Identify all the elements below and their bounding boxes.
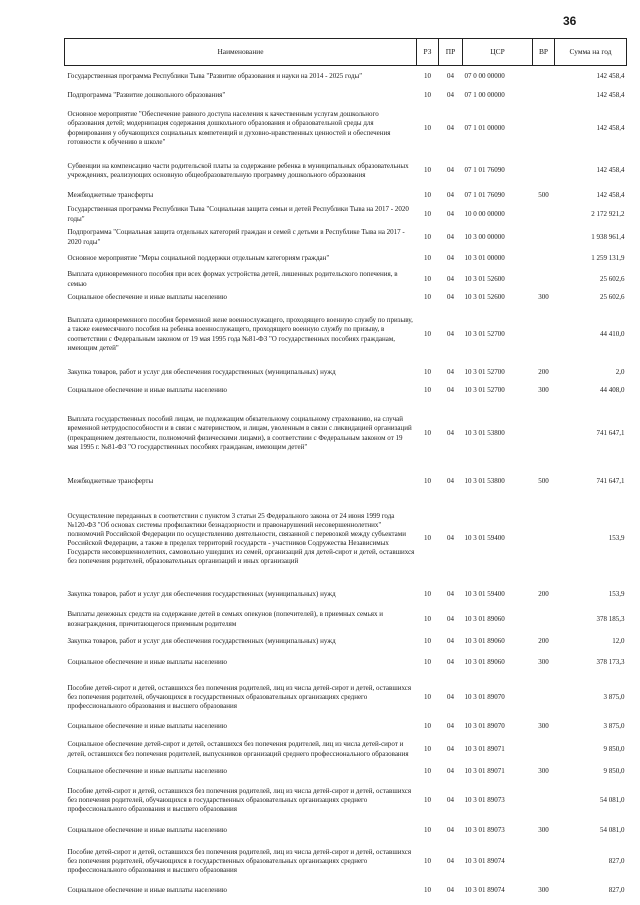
row-rz: 10 (424, 795, 431, 804)
row-csr: 10 3 01 52600 (464, 274, 505, 283)
table-row (65, 306, 627, 364)
row-csr: 10 3 01 89070 (464, 722, 505, 731)
table-row (65, 399, 627, 469)
row-csr: 07 0 00 00000 (464, 72, 505, 81)
row-pr: 04 (447, 886, 454, 895)
row-rz: 10 (424, 191, 431, 200)
row-pr: 04 (447, 658, 454, 667)
row-name: Государственная программа Республики Тыва "Развитие образования и науки на 2014 - 2025 годы" (67, 72, 363, 81)
row-csr: 10 3 01 52700 (464, 329, 505, 338)
row-name: Пособие детей-сирот и детей, оставшихся без попечения родителей, лиц из числа детей-сирот и детей, оставшихся без попечения родителей, обучающихся в государственных образовательных организациях среднего профессионального образования и высшего образования (67, 847, 412, 875)
row-csr: 10 3 01 89071 (464, 744, 505, 753)
row-rz: 10 (424, 232, 431, 241)
row-name: Основное мероприятие "Меры социальной поддержки отдельным категориям граждан" (67, 254, 330, 263)
table-row (65, 606, 627, 634)
row-vr (533, 399, 555, 469)
row-vr: 200 (538, 636, 549, 645)
row-pr: 04 (447, 589, 454, 598)
row-pr: 04 (447, 826, 454, 835)
row-sum: 25 602,6 (600, 293, 625, 302)
column-header-csr: ЦСР (463, 39, 533, 66)
row-vr: 300 (538, 293, 549, 302)
table-row (65, 650, 627, 677)
row-vr (533, 841, 555, 883)
row-csr: 10 3 01 89073 (464, 795, 505, 804)
row-name: Подпрограмма "Социальная защита отдельных категорий граждан и семей с детьми в Республике Тыва на 2017 - 2020 годы" (67, 228, 405, 246)
row-csr: 10 3 01 59400 (464, 589, 505, 598)
row-sum: 9 850,0 (603, 744, 625, 753)
row-name: Закупка товаров, работ и услуг для обеспечения государственных (муниципальных) нужд (67, 368, 336, 377)
row-name: Подпрограмма "Развитие дошкольного образования" (67, 90, 226, 99)
row-csr: 10 3 01 52700 (464, 385, 505, 394)
table-body (65, 66, 627, 900)
row-sum: 3 875,0 (603, 692, 625, 701)
row-pr: 04 (447, 722, 454, 731)
row-name: Закупка товаров, работ и услуг для обеспечения государственных (муниципальных) нужд (67, 636, 336, 645)
row-vr (533, 154, 555, 189)
row-rz: 10 (424, 589, 431, 598)
row-name: Социальное обеспечение и иные выплаты населению (67, 293, 227, 302)
row-csr: 10 3 01 89060 (464, 614, 505, 623)
row-csr: 10 3 01 53800 (464, 476, 505, 485)
row-csr: 07 1 01 76090 (464, 166, 505, 175)
row-name: Межбюджетные трансферты (67, 476, 154, 485)
table-row (65, 584, 627, 606)
row-rz: 10 (424, 636, 431, 645)
table-row (65, 841, 627, 883)
row-csr: 10 3 01 89073 (464, 826, 505, 835)
row-vr (533, 606, 555, 634)
table-row (65, 495, 627, 584)
row-csr: 10 3 01 53800 (464, 428, 505, 437)
row-csr: 10 0 00 00000 (464, 209, 505, 218)
table-row (65, 677, 627, 719)
row-vr: 500 (538, 191, 549, 200)
row-pr: 04 (447, 428, 454, 437)
table-row (65, 269, 627, 291)
row-name: Выплата государственных пособий лицам, не подлежащим обязательному социальному страхованию, на случай временной нетрудоспособности и в связи с материнством, и лицам, уволенным в связи с ликвидацией организаций (прекращением деятельности, полномочий физическими лицами), в соответствии с Федеральным законом от 19 мая 1995 г. №81-ФЗ "О государственных пособиях гражданам, имеющим детей" (67, 415, 412, 451)
row-rz: 10 (424, 90, 431, 99)
row-vr (533, 269, 555, 291)
row-sum: 54 081,0 (600, 795, 625, 804)
table-row (65, 780, 627, 822)
row-rz: 10 (424, 123, 431, 132)
row-vr: 500 (538, 476, 549, 485)
row-pr: 04 (447, 614, 454, 623)
table-row (65, 469, 627, 495)
row-vr (533, 204, 555, 226)
row-sum: 142 458,4 (596, 90, 625, 99)
row-csr: 10 3 01 59400 (464, 534, 505, 543)
row-vr (533, 736, 555, 764)
table-row (65, 204, 627, 226)
row-name: Пособие детей-сирот и детей, оставшихся без попечения родителей, лиц из числа детей-сирот и детей, оставшихся без попечения родителей, обучающихся в государственных образовательных организациях среднего профессионального образования и высшего образования (67, 786, 412, 814)
row-name: Закупка товаров, работ и услуг для обеспечения государственных (муниципальных) нужд (67, 589, 336, 598)
row-name: Социальное обеспечение и иные выплаты населению (67, 766, 227, 775)
row-rz: 10 (424, 722, 431, 731)
row-name: Социальное обеспечение и иные выплаты населению (67, 658, 227, 667)
row-pr: 04 (447, 744, 454, 753)
row-name: Межбюджетные трансферты (67, 191, 154, 200)
row-vr (533, 780, 555, 822)
row-pr: 04 (447, 385, 454, 394)
row-vr: 200 (538, 368, 549, 377)
row-rz: 10 (424, 614, 431, 623)
table-row (65, 364, 627, 383)
row-sum: 142 458,4 (596, 72, 625, 81)
row-pr: 04 (447, 329, 454, 338)
row-csr: 07 1 01 76090 (464, 191, 505, 200)
column-header-sum: Сумма на год (555, 39, 627, 66)
row-sum: 827,0 (608, 856, 625, 865)
row-vr (533, 250, 555, 269)
row-vr: 300 (538, 658, 549, 667)
row-rz: 10 (424, 254, 431, 263)
row-rz: 10 (424, 826, 431, 835)
row-vr (533, 495, 555, 584)
row-vr: 300 (538, 826, 549, 835)
row-rz: 10 (424, 428, 431, 437)
row-rz: 10 (424, 385, 431, 394)
row-rz: 10 (424, 856, 431, 865)
row-csr: 07 1 00 00000 (464, 90, 505, 99)
row-name: Выплаты денежных средств на содержание детей в семьях опекунов (попечителей), в приемных семьях и вознаграждения, причитающегося приемным родителям (67, 610, 383, 628)
row-name: Выплата единовременного пособия при всех формах устройства детей, лишенных родительского попечения, в семью (67, 270, 398, 288)
row-sum: 142 458,4 (596, 191, 625, 200)
row-name: Осуществление переданных в соответствии с пунктом 3 статьи 25 Федерального закона от 24 июня 1999 года №120-ФЗ "Об основах системы профилактики безнадзорности и правонарушений несовершеннолетних" полномочий Российской Федерации по осуществлению деятельности, связанной с перевозкой между субъектами Российской Федерации, а также в пределах территорий государств - участников Содружества Независимых Государств несовершеннолетних, самовольно ушедших из семей, организаций для детей-сирот и детей, оставшихся без попечения родителей, образовательных организаций и иных организаций (67, 511, 415, 566)
row-rz: 10 (424, 534, 431, 543)
table-row (65, 383, 627, 399)
row-vr (533, 226, 555, 250)
row-csr: 10 3 01 89074 (464, 856, 505, 865)
table-row (65, 291, 627, 306)
row-sum: 741 647,1 (596, 428, 625, 437)
row-pr: 04 (447, 692, 454, 701)
row-pr: 04 (447, 476, 454, 485)
row-csr: 10 3 01 89070 (464, 692, 505, 701)
row-sum: 741 647,1 (596, 476, 625, 485)
row-sum: 25 602,6 (600, 274, 625, 283)
row-name: Социальное обеспечение и иные выплаты населению (67, 886, 227, 895)
row-name: Выплата единовременного пособия беременной жене военнослужащего, проходящего военную службу по призыву, а также ежемесячного пособия на ребенка военнослужащего, проходящего военную службу по призыву, в соответствии с Федеральным законом от 19 мая 1995 года №81-ФЗ "О государственных пособиях гражданам, имеющим детей" (67, 316, 413, 352)
row-sum: 1 259 131,9 (591, 254, 625, 263)
row-rz: 10 (424, 744, 431, 753)
row-csr: 10 3 01 52600 (464, 293, 505, 302)
row-csr: 10 3 00 00000 (464, 232, 505, 241)
row-rz: 10 (424, 886, 431, 895)
row-sum: 142 458,4 (596, 166, 625, 175)
row-rz: 10 (424, 209, 431, 218)
row-vr (533, 306, 555, 364)
row-name: Социальное обеспечение и иные выплаты населению (67, 722, 227, 731)
table-row (65, 883, 627, 900)
row-csr: 10 3 01 89060 (464, 658, 505, 667)
column-header-name: Наименование (65, 39, 417, 66)
row-sum: 2,0 (615, 368, 625, 377)
row-csr: 10 3 01 00000 (464, 254, 505, 263)
row-sum: 12,0 (612, 636, 625, 645)
row-csr: 10 3 01 89071 (464, 766, 505, 775)
row-sum: 1 938 961,4 (591, 232, 625, 241)
row-rz: 10 (424, 766, 431, 775)
row-vr: 300 (538, 766, 549, 775)
table-row (65, 736, 627, 764)
row-rz: 10 (424, 476, 431, 485)
row-csr: 07 1 01 00000 (464, 123, 505, 132)
row-sum: 54 081,0 (600, 826, 625, 835)
budget-table (64, 38, 627, 900)
row-sum: 142 458,4 (596, 123, 625, 132)
row-vr: 300 (538, 722, 549, 731)
row-rz: 10 (424, 329, 431, 338)
row-vr (533, 88, 555, 104)
row-pr: 04 (447, 274, 454, 283)
table-row (65, 634, 627, 650)
row-vr: 300 (538, 385, 549, 394)
table-row (65, 154, 627, 189)
row-csr: 10 3 01 89060 (464, 636, 505, 645)
row-vr (533, 66, 555, 88)
row-pr: 04 (447, 856, 454, 865)
row-sum: 3 875,0 (603, 722, 625, 731)
row-pr: 04 (447, 293, 454, 302)
row-name: Социальное обеспечение и иные выплаты населению (67, 385, 227, 394)
table-row (65, 66, 627, 88)
row-rz: 10 (424, 658, 431, 667)
table-header-row (65, 39, 627, 66)
row-pr: 04 (447, 209, 454, 218)
column-header-rz: РЗ (417, 39, 439, 66)
row-name: Пособие детей-сирот и детей, оставшихся без попечения родителей, лиц из числа детей-сирот и детей, оставшихся без попечения родителей, обучающихся в государственных образовательных организациях среднего профессионального образования и высшего образования (67, 683, 412, 711)
row-sum: 9 850,0 (603, 766, 625, 775)
row-rz: 10 (424, 692, 431, 701)
table-row (65, 189, 627, 204)
column-header-vr: ВР (533, 39, 555, 66)
row-sum: 827,0 (608, 886, 625, 895)
table-row (65, 250, 627, 269)
table-row (65, 822, 627, 841)
row-sum: 44 410,0 (600, 329, 625, 338)
row-sum: 2 172 921,2 (591, 209, 625, 218)
row-pr: 04 (447, 191, 454, 200)
row-rz: 10 (424, 274, 431, 283)
table-row (65, 88, 627, 104)
row-vr (533, 677, 555, 719)
row-name: Основное мероприятие "Обеспечение равного доступа населения к качественным услугам дошкольного образования детей; модернизация содержания дошкольного образования и образовательной среды для формирования у обучающихся социальных компетенций и духовно-нравственных ценностей и обеспечения готовности к обучению в школе" (67, 110, 391, 146)
row-pr: 04 (447, 123, 454, 132)
row-pr: 04 (447, 166, 454, 175)
row-name: Социальное обеспечение и иные выплаты населению (67, 826, 227, 835)
column-header-pr: ПР (439, 39, 463, 66)
table-row (65, 226, 627, 250)
row-pr: 04 (447, 72, 454, 81)
row-rz: 10 (424, 166, 431, 175)
page-number: 36 (563, 14, 577, 28)
row-name: Социальное обеспечение детей-сирот и детей, оставшихся без попечения родителей, лиц из числа детей-сирот и детей, оставшихся без попечения родителей, выпускников организаций среднего профессионального образования (67, 740, 409, 758)
row-pr: 04 (447, 90, 454, 99)
row-pr: 04 (447, 254, 454, 263)
row-name: Государственная программа Республики Тыва "Социальная защита семьи и детей Республики Тыва на 2017 - 2020 годы" (67, 205, 409, 223)
row-sum: 153,9 (608, 534, 625, 543)
row-pr: 04 (447, 795, 454, 804)
row-csr: 10 3 01 52700 (464, 368, 505, 377)
table-row (65, 719, 627, 736)
row-pr: 04 (447, 534, 454, 543)
row-sum: 44 408,0 (600, 385, 625, 394)
row-pr: 04 (447, 232, 454, 241)
row-vr: 200 (538, 589, 549, 598)
row-name: Субвенции на компенсацию части родительской платы за содержание ребенка в муниципальных образовательных учреждениях, реализующих основную общеобразовательную программу дошкольного образования (67, 161, 409, 179)
row-sum: 378 185,3 (596, 614, 625, 623)
table-row (65, 764, 627, 780)
table-row (65, 104, 627, 154)
row-sum: 378 173,3 (596, 658, 625, 667)
row-rz: 10 (424, 72, 431, 81)
row-rz: 10 (424, 368, 431, 377)
row-pr: 04 (447, 766, 454, 775)
row-pr: 04 (447, 368, 454, 377)
row-sum: 153,9 (608, 589, 625, 598)
row-vr: 300 (538, 886, 549, 895)
row-rz: 10 (424, 293, 431, 302)
row-vr (533, 104, 555, 154)
row-pr: 04 (447, 636, 454, 645)
row-csr: 10 3 01 89074 (464, 886, 505, 895)
